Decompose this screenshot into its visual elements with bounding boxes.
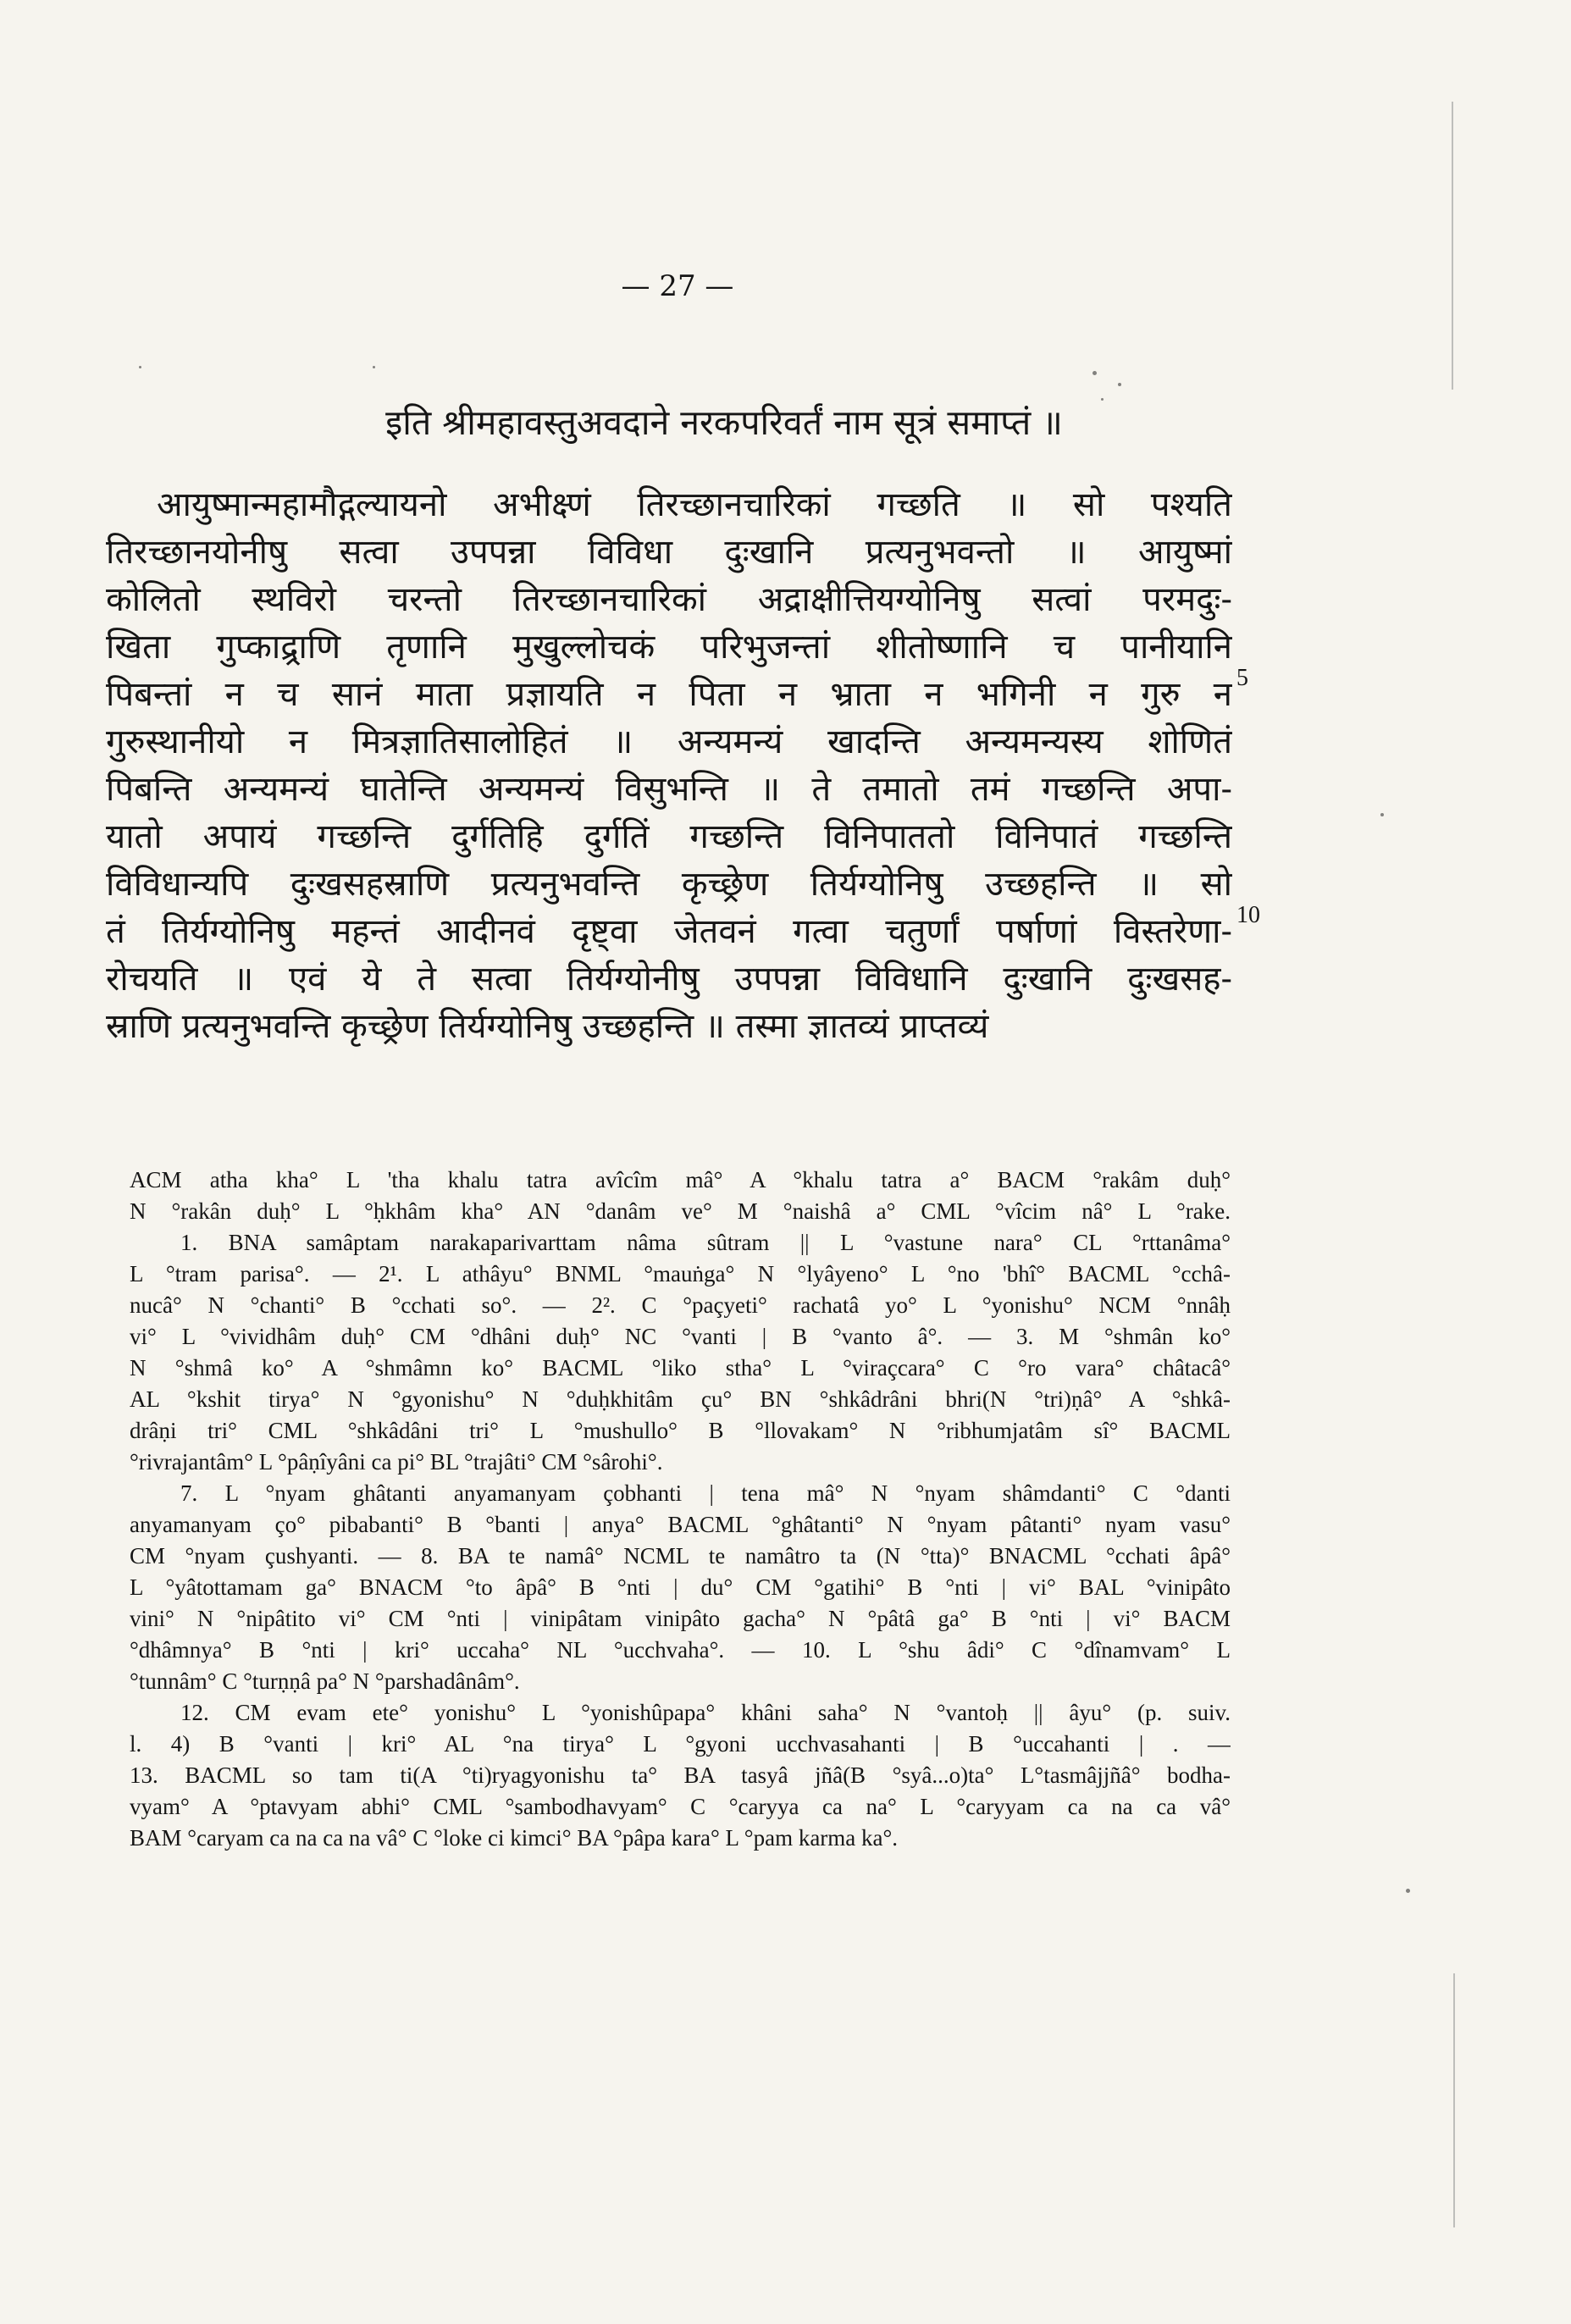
footnote-line: CM °nyam çushyanti. — 8. BA te namâ° NCML te namâtro ta (N °tta)° BNACML °cchati âpâ°	[130, 1543, 1231, 1569]
sanskrit-main-text	[106, 481, 1232, 1050]
line-number-5: 5	[1236, 665, 1248, 691]
scan-speck	[1380, 813, 1384, 816]
scan-speck	[373, 366, 375, 368]
footnote-line: 1. BNA samâptam narakaparivarttam nâma sûtram || L °vastune nara° CL °rttanâma°	[180, 1230, 1231, 1255]
line-number-10: 10	[1236, 902, 1260, 928]
footnote-line: vyam° A °ptavyam abhi° CML °sambodhavyam° C °caryya ca na° L °caryyam ca na ca vâ°	[130, 1794, 1231, 1819]
scan-speck	[1118, 383, 1121, 386]
main-text-line: खिता गुप्काद्र्राणि तृणानि मुखुल्लोचकं परिभुजन्तां शीतोष्णानि च पानीयानि	[106, 628, 1232, 667]
main-text-line: पिबन्तां न च सानं माता प्रज्ञायति न पिता न भ्राता न भगिनी न गुरु न	[106, 675, 1232, 714]
critical-apparatus	[130, 1165, 1231, 1854]
footnote-line: AL °kshit tirya° N °gyonishu° N °duḥkhitâm çu° BN °shkâdrâni bhri(N °tri)ṇâ° A °shkâ-	[130, 1386, 1231, 1412]
main-text-line: तं तिर्यग्योनिषु महन्तं आदीनवं दृष्ट्वा जेतवनं गत्वा चतुर्णां पर्षाणां विस्तरेणा-	[106, 912, 1232, 951]
main-text-line: रोचयति ॥ एवं ये ते सत्वा तिर्यग्योनीषु उपपन्ना विविधानि दुःखानि दुःखसह-	[106, 960, 1232, 999]
scan-speck	[1101, 398, 1104, 401]
footnote-line: drâṇi tri° CML °shkâdâni tri° L °mushullo° B °llovakam° N °ribhumjatâm sî° BACML	[130, 1418, 1231, 1443]
footnote-line: N °rakân duḥ° L °ḥkhâm kha° AN °danâm ve° M °naishâ a° CML °vîcim nâ° L °rake.	[130, 1198, 1231, 1224]
main-text-line: यातो अपायं गच्छन्ति दुर्गतिहि दुर्गतिं गच्छन्ति विनिपाततो विनिपातं गच्छन्ति	[106, 817, 1232, 856]
footnote-line: °tunnâm° C °turṇṇâ pa° N °parshadânâm°.	[130, 1668, 520, 1694]
footnote-line: L °yâtottamam ga° BNACM °to âpâ° B °nti | du° CM °gatihi° B °nti | vi° BAL °vinipâto	[130, 1574, 1231, 1600]
main-text-line: स्राणि प्रत्यनुभवन्ति कृच्छ्रेण तिर्यग्योनिषु उच्छहन्ति ॥ तस्मा ज्ञातव्यं प्राप्तव्यं	[106, 1007, 989, 1046]
scan-edge-mark	[1453, 1973, 1455, 2227]
main-text-line: आयुष्मान्महामौद्गल्यायनो अभीक्ष्णं तिरच्छानचारिकां गच्छति ॥ सो पश्यति	[157, 485, 1232, 524]
footnote-line: 13. BACML so tam ti(A °ti)ryagyonishu ta° BA tasyâ jñâ(B °syâ...o)ta° L°tasmâjjñâ° bodha-	[130, 1762, 1231, 1788]
main-text-line: तिरच्छानयोनीषु सत्वा उपपन्ना विविधा दुःखानि प्रत्यनुभवन्तो ॥ आयुष्मां	[106, 533, 1232, 572]
footnote-line: BAM °caryam ca na ca na vâ° C °loke ci kimci° BA °pâpa kara° L °pam karma ka°.	[130, 1825, 899, 1851]
footnote-line: vini° N °nipâtito vi° CM °nti | vinipâtam vinipâto gacha° N °pâtâ ga° B °nti | vi° BACM	[130, 1606, 1231, 1631]
footnote-line: ACM atha kha° L 'tha khalu tatra avîcîm mâ° A °khalu tatra a° BACM °rakâm duḥ°	[130, 1167, 1231, 1192]
footnote-line: N °shmâ ko° A °shmâmn ko° BACML °liko stha° L °viraçcara° C °ro vara° châtacâ°	[130, 1355, 1231, 1381]
scan-speck	[1406, 1889, 1410, 1893]
page-number: — 27 —	[621, 269, 734, 303]
footnote-line: 12. CM evam ete° yonishu° L °yonishûpapa° khâni saha° N °vantoḥ || âyu° (p. suiv.	[180, 1700, 1231, 1725]
colophon-line: इति श्रीमहावस्तुअवदाने नरकपरिवर्तं नाम सूत्रं समाप्तं ॥	[385, 402, 1063, 443]
footnote-line: vi° L °vividhâm duḥ° CM °dhâni duḥ° NC °vanti | B °vanto â°. — 3. M °shmân ko°	[130, 1324, 1231, 1349]
main-text-line: गुरुस्थानीयो न मित्रज्ञातिसालोहितं ॥ अन्यमन्यं खादन्ति अन्यमन्यस्य शोणितं	[106, 722, 1232, 761]
scan-edge-mark	[1452, 102, 1453, 390]
footnote-line: 7. L °nyam ghâtanti anyamanyam çobhanti | tena mâ° N °nyam shâmdanti° C °danti	[180, 1480, 1231, 1506]
scan-speck	[1093, 371, 1097, 375]
footnote-line: anyamanyam ço° pibabanti° B °banti | anya° BACML °ghâtanti° N °nyam pâtanti° nyam vasu°	[130, 1512, 1231, 1537]
footnote-line: °dhâmnya° B °nti | kri° uccaha° NL °ucchvaha°. — 10. L °shu âdi° C °dînamvam° L	[130, 1637, 1231, 1663]
footnote-line: L °tram parisa°. — 2¹. L athâyu° BNML °mauṅga° N °lyâyeno° L °no 'bhî° BACML °cchâ-	[130, 1261, 1231, 1286]
footnote-line: °rivrajantâm° L °pâṇîyâni ca pi° BL °trajâti° CM °sârohi°.	[130, 1449, 663, 1475]
footnote-line: l. 4) B °vanti | kri° AL °na tirya° L °gyoni ucchvasahanti | B °uccahanti | . —	[130, 1731, 1231, 1757]
scan-speck	[139, 366, 141, 368]
main-text-line: विविधान्यपि दुःखसहस्राणि प्रत्यनुभवन्ति कृच्छ्रेण तिर्यग्योनिषु उच्छहन्ति ॥ सो	[106, 865, 1232, 904]
main-text-line: पिबन्ति अन्यमन्यं घातेन्ति अन्यमन्यं विसुभन्ति ॥ ते तमातो तमं गच्छन्ति अपा-	[106, 770, 1232, 809]
main-text-line: कोलितो स्थविरो चरन्तो तिरच्छानचारिकां अद्राक्षीत्तियग्योनिषु सत्वां परमदुः-	[106, 580, 1232, 619]
footnote-line: nucâ° N °chanti° B °cchati so°. — 2². C °paçyeti° rachatâ yo° L °yonishu° NCM °nnâḥ	[130, 1292, 1231, 1318]
